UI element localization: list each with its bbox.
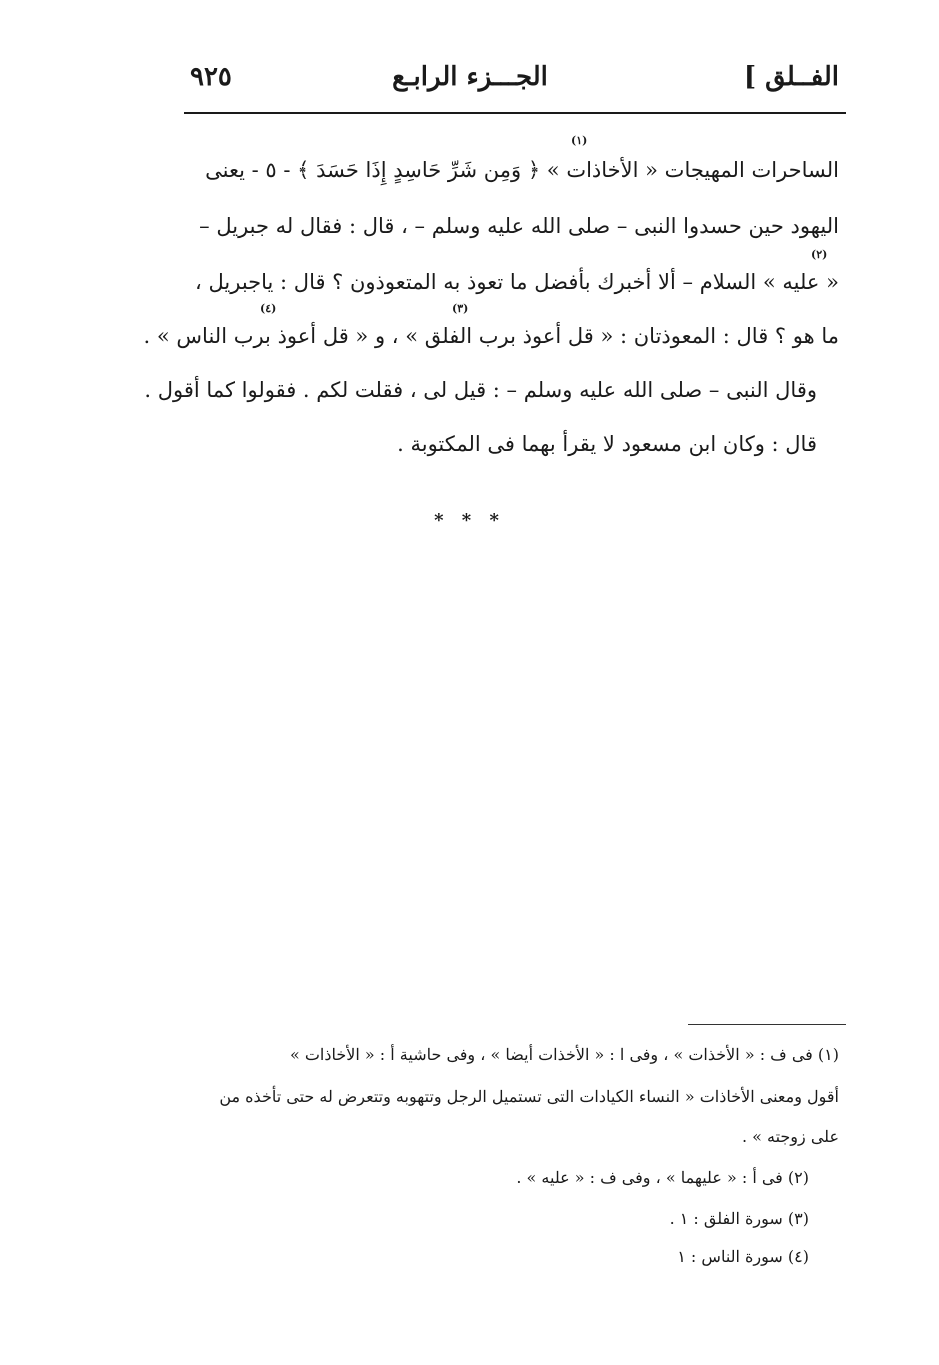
page-number: ٩٢٥ xyxy=(190,62,232,92)
footnote-line: أقول ومعنى الأخاذات « النساء الكيادات التى تستميل الرجل وتتهوبه وتتعرض له حتى تأخذه من xyxy=(219,1087,839,1106)
footnote-line: على زوجته » . xyxy=(741,1127,839,1146)
header-rule xyxy=(184,112,846,114)
footnote-line: (٣) سورة الفلق : ١ . xyxy=(669,1209,809,1228)
body-line: ما هو ؟ قال : المعوذتان : « قل أعوذ برب الفلق » ، و « قل أعوذ برب الناس » . xyxy=(143,324,839,348)
footnote-mark-3: (٣) xyxy=(452,302,469,315)
footnote-line: (١) فى ف : « الأخذات » ، وفى ا : « الأخذات أيضا » ، وفى حاشية أ : « الأخاذات » xyxy=(289,1045,839,1064)
footnote-mark-1: (١) xyxy=(571,134,588,147)
footnote-line: (٤) سورة الناس : ١ xyxy=(677,1247,809,1266)
body-line: وقال النبى – صلى الله عليه وسلم – : قيل لى ، فقلت لكم . فقولوا كما أقول . xyxy=(144,378,817,402)
body-line: « عليه » السلام – ألا أخبرك بأفضل ما تعوذ به المتعوذون ؟ قال : ياجبريل ، xyxy=(195,270,839,294)
footnote-rule xyxy=(688,1024,846,1025)
footnote-mark-4: (٤) xyxy=(260,302,277,315)
section-separator: * * * xyxy=(434,510,505,531)
body-line: قال : وكان ابن مسعود لا يقرأ بهما فى المكتوبة . xyxy=(397,432,817,456)
body-line: الساحرات المهيجات « الأخاذات » ﴿ وَمِن شَرِّ حَاسِدٍ إِذَا حَسَدَ ﴾ - ٥ - يعنى xyxy=(205,158,839,182)
chapter-title: الفــلق ] xyxy=(743,62,839,92)
footnote-mark-2: (٢) xyxy=(811,248,828,261)
body-line: اليهود حين حسدوا النبى – صلى الله عليه وسلم – ، قال : فقال له جبريل – xyxy=(199,214,839,238)
footnote-line: (٢) فى أ : « عليهما » ، وفى ف : « عليه » . xyxy=(516,1168,809,1187)
volume-title: الجـــزء الرابـع xyxy=(392,62,548,92)
